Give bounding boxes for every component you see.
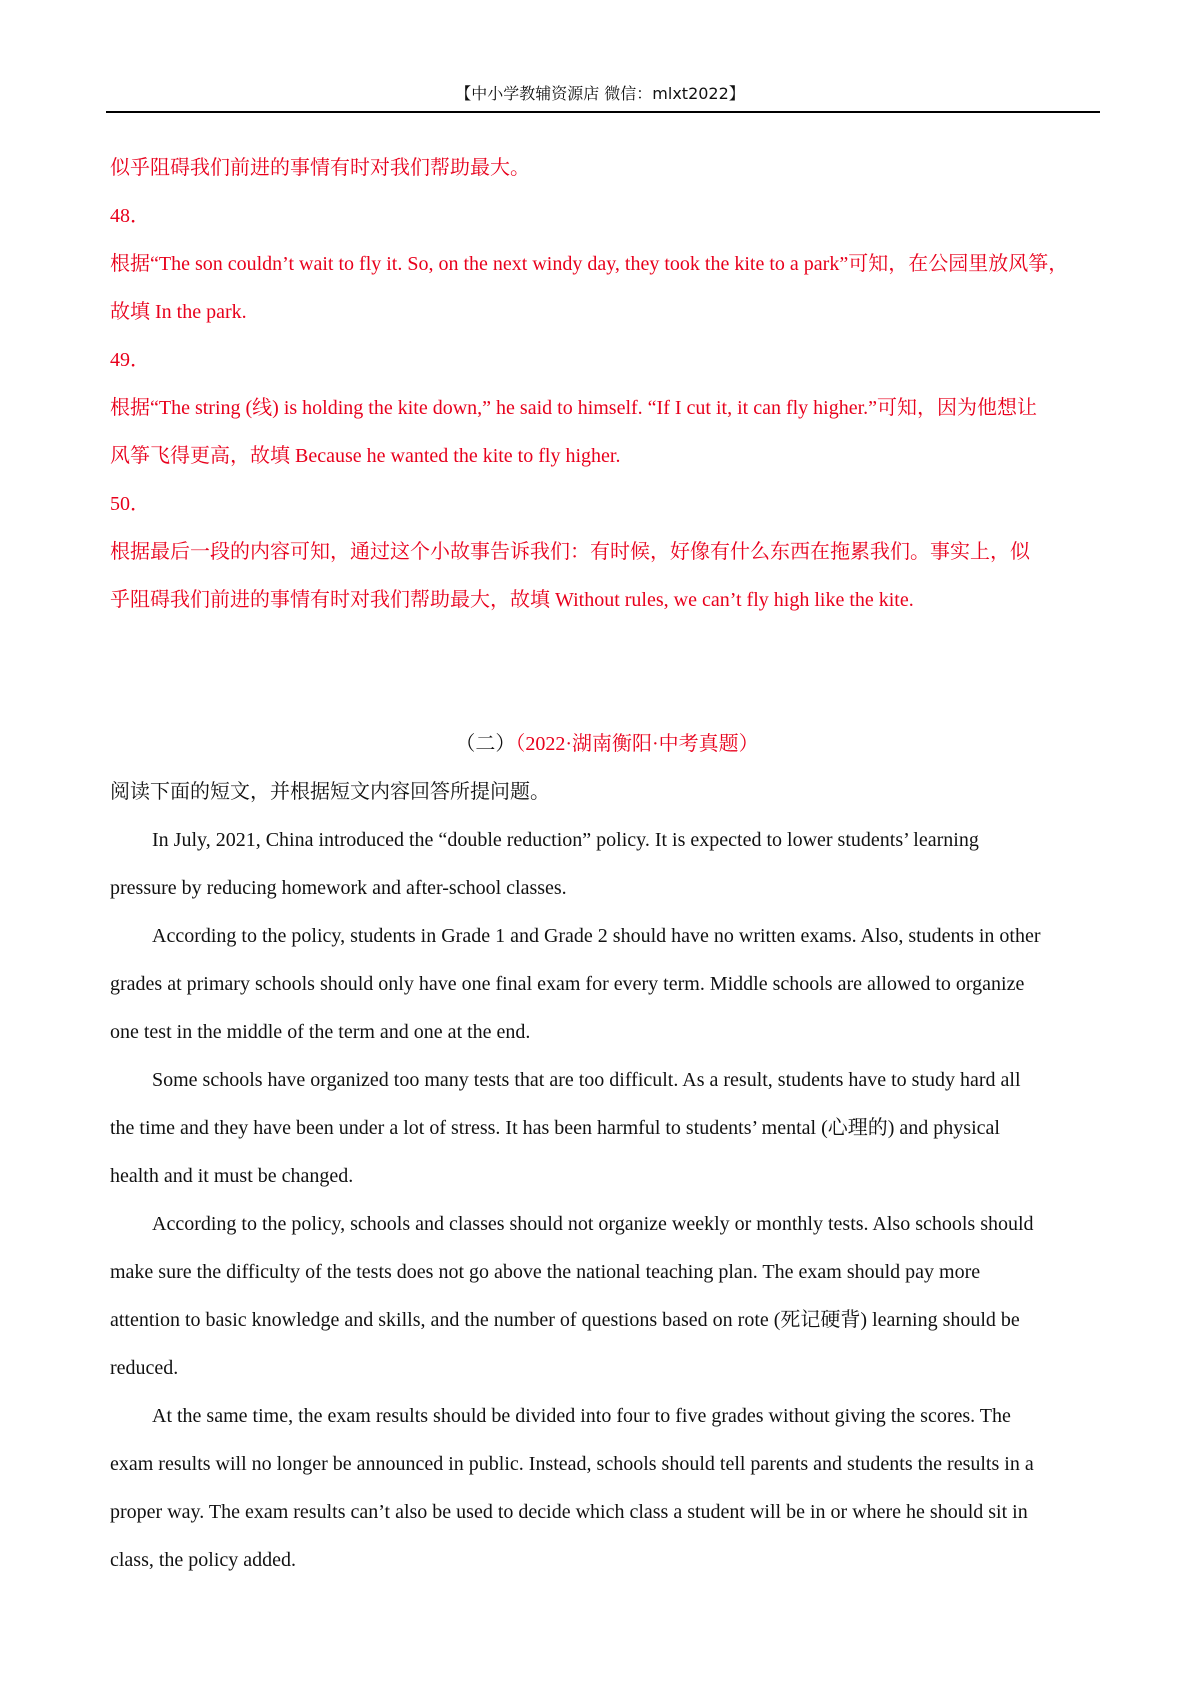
question-number-49: 49．	[110, 349, 150, 371]
section-source: （2022·湖南衡阳·中考真题）	[515, 733, 759, 755]
passage-line: exam results will no longer be announced in public. Instead, schools should tell parents and students the results in a	[110, 1453, 1034, 1475]
answer-line: 似乎阻碍我们前进的事情有时对我们帮助最大。	[110, 157, 530, 179]
passage-line: class, the policy added.	[110, 1549, 297, 1571]
answer-line: 风筝飞得更高，故填 Because he wanted the kite to fly higher.	[110, 445, 621, 467]
answer-line: 根据“The son couldn’t wait to fly it. So, on the next windy day, they took the kite to a park”可知，在公园里放风筝，	[110, 253, 1069, 275]
passage-line: make sure the difficulty of the tests does not go above the national teaching plan. The exam should pay more	[110, 1261, 981, 1283]
passage-line: one test in the middle of the term and one at the end.	[110, 1021, 531, 1043]
passage-line: pressure by reducing homework and after-school classes.	[110, 877, 567, 899]
passage-line: According to the policy, students in Grade 1 and Grade 2 should have no written exams. Also, students in other	[152, 925, 1041, 947]
passage-line: At the same time, the exam results should be divided into four to five grades without giving the scores. The	[152, 1405, 1011, 1427]
answer-line: 根据最后一段的内容可知，通过这个小故事告诉我们：有时候，好像有什么东西在拖累我们。事实上，似	[110, 541, 1030, 563]
question-number-50: 50．	[110, 493, 150, 515]
page-content	[110, 144, 1104, 1584]
passage-line: Some schools have organized too many tests that are too difficult. As a result, students have to study hard all	[152, 1069, 1021, 1091]
passage-line: the time and they have been under a lot of stress. It has been harmful to students’ mental (心理的) and physical	[110, 1117, 1000, 1139]
answer-line: 故填 In the park.	[110, 301, 247, 323]
header-divider	[106, 111, 1100, 113]
passage-line: In July, 2021, China introduced the “double reduction” policy. It is expected to lower students’ learning	[152, 829, 979, 851]
passage-line: grades at primary schools should only have one final exam for every term. Middle schools are allowed to organize	[110, 973, 1025, 995]
section-instruction: 阅读下面的短文，并根据短文内容回答所提问题。	[110, 781, 550, 803]
passage-line: According to the policy, schools and classes should not organize weekly or monthly tests. Also schools should	[152, 1213, 1034, 1235]
answer-line: 乎阻碍我们前进的事情有时对我们帮助最大，故填 Without rules, we can’t fly high like the kite.	[110, 589, 914, 611]
passage-line: reduced.	[110, 1357, 179, 1379]
question-number-48: 48．	[110, 205, 150, 227]
section-number: （二）	[455, 733, 516, 755]
page-header: 【中小学教辅资源店 微信：mlxt2022】	[455, 84, 745, 103]
section-heading	[110, 720, 1104, 768]
answer-line: 根据“The string (线) is holding the kite down,” he said to himself. “If I cut it, it can fly higher.”可知，因为他想让	[110, 397, 1038, 419]
passage-line: attention to basic knowledge and skills, and the number of questions based on rote (死记硬背) learning should be	[110, 1309, 1020, 1331]
passage-line: proper way. The exam results can’t also be used to decide which class a student will be in or where he should sit in	[110, 1501, 1028, 1523]
section-gap	[110, 624, 1104, 720]
passage-line: health and it must be changed.	[110, 1165, 354, 1187]
